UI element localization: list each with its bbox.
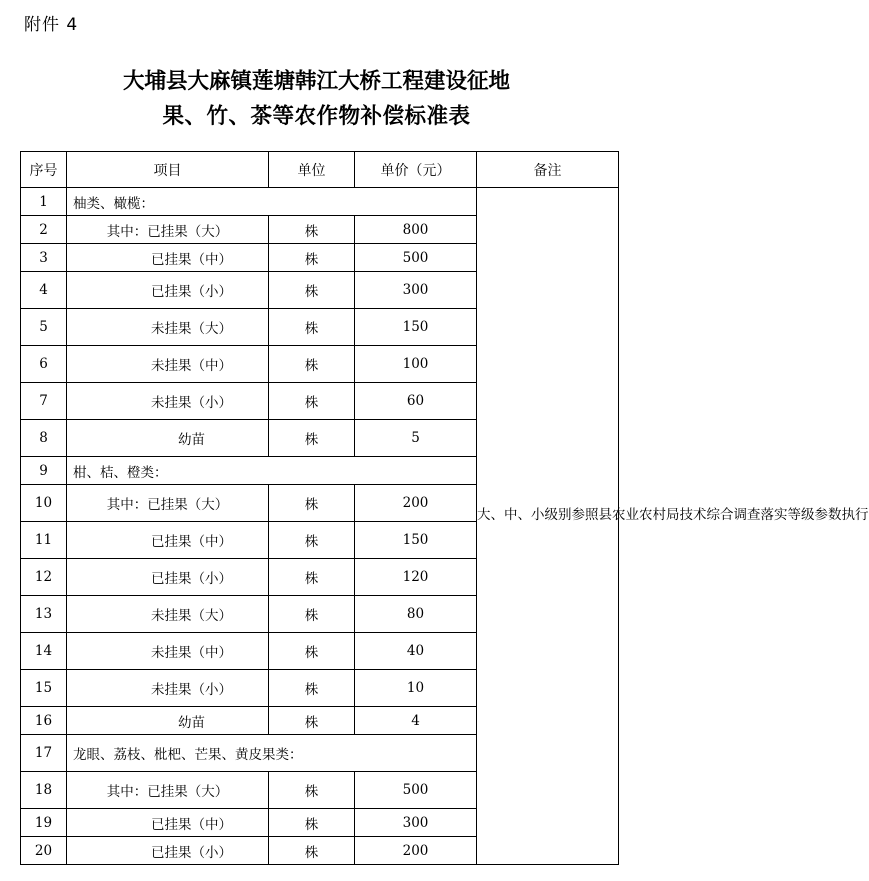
row-unit: 株 [269, 522, 355, 559]
document-title-line1: 大埔县大麻镇莲塘韩江大桥工程建设征地 [122, 69, 510, 94]
row-item: 已挂果（中） [67, 244, 269, 272]
row-item: 未挂果（中） [67, 346, 269, 383]
row-seq: 2 [21, 216, 67, 244]
row-unit: 株 [269, 216, 355, 244]
row-item: 未挂果（大） [67, 596, 269, 633]
header-seq: 序号 [21, 152, 67, 188]
row-item: 未挂果（大） [67, 309, 269, 346]
row-price: 500 [355, 772, 477, 809]
row-seq: 13 [21, 596, 67, 633]
row-category: 柑、桔、橙类： [67, 457, 477, 485]
compensation-table [20, 151, 869, 865]
row-price: 150 [355, 309, 477, 346]
row-seq: 16 [21, 707, 67, 735]
document-title-line2: 果、竹、茶等农作物补偿标准表 [162, 104, 471, 129]
row-unit: 株 [269, 309, 355, 346]
row-unit: 株 [269, 670, 355, 707]
table-row [21, 188, 619, 216]
row-seq: 18 [21, 772, 67, 809]
row-item: 已挂果（中） [67, 809, 269, 837]
row-unit: 株 [269, 420, 355, 457]
row-seq: 7 [21, 383, 67, 420]
row-seq: 14 [21, 633, 67, 670]
row-seq: 6 [21, 346, 67, 383]
row-unit: 株 [269, 559, 355, 596]
row-item: 其中：已挂果（大） [67, 485, 269, 522]
row-seq: 9 [21, 457, 67, 485]
row-item: 已挂果（小） [67, 837, 269, 865]
row-unit: 株 [269, 272, 355, 309]
attachment-label: 附件 4 [24, 15, 79, 35]
row-seq: 19 [21, 809, 67, 837]
header-note: 备注 [477, 152, 619, 188]
row-unit: 株 [269, 383, 355, 420]
row-seq: 3 [21, 244, 67, 272]
row-unit: 株 [269, 772, 355, 809]
row-seq: 20 [21, 837, 67, 865]
row-seq: 12 [21, 559, 67, 596]
row-item: 已挂果（小） [67, 559, 269, 596]
row-price: 120 [355, 559, 477, 596]
row-unit: 株 [269, 485, 355, 522]
row-seq: 4 [21, 272, 67, 309]
row-unit: 株 [269, 244, 355, 272]
row-item: 其中：已挂果（大） [67, 216, 269, 244]
row-unit: 株 [269, 346, 355, 383]
note-text: 大、中、小级别参照县农业农村局技术综合调查落实等级参数执行 [477, 507, 869, 523]
row-item: 其中：已挂果（大） [67, 772, 269, 809]
row-seq: 11 [21, 522, 67, 559]
row-unit: 株 [269, 633, 355, 670]
row-price: 60 [355, 383, 477, 420]
row-price: 200 [355, 837, 477, 865]
row-price: 800 [355, 216, 477, 244]
row-item: 未挂果（中） [67, 633, 269, 670]
row-price: 40 [355, 633, 477, 670]
row-unit: 株 [269, 809, 355, 837]
row-seq: 10 [21, 485, 67, 522]
row-unit: 株 [269, 596, 355, 633]
row-price: 300 [355, 272, 477, 309]
row-price: 300 [355, 809, 477, 837]
row-price: 200 [355, 485, 477, 522]
row-seq: 5 [21, 309, 67, 346]
row-price: 4 [355, 707, 477, 735]
row-price: 5 [355, 420, 477, 457]
note-cell [477, 188, 869, 865]
row-price: 100 [355, 346, 477, 383]
row-seq: 8 [21, 420, 67, 457]
row-unit: 株 [269, 837, 355, 865]
row-item: 已挂果（中） [67, 522, 269, 559]
row-category: 柚类、橄榄： [67, 188, 477, 216]
row-seq: 1 [21, 188, 67, 216]
header-unit: 单位 [269, 152, 355, 188]
row-category: 龙眼、荔枝、枇杷、芒果、黄皮果类： [67, 735, 477, 772]
row-item: 幼苗 [67, 707, 269, 735]
row-unit: 株 [269, 707, 355, 735]
row-item: 幼苗 [67, 420, 269, 457]
row-seq: 15 [21, 670, 67, 707]
row-item: 已挂果（小） [67, 272, 269, 309]
header-price: 单价（元） [355, 152, 477, 188]
row-item: 未挂果（小） [67, 670, 269, 707]
row-price: 150 [355, 522, 477, 559]
row-seq: 17 [21, 735, 67, 772]
row-item: 未挂果（小） [67, 383, 269, 420]
table-header-row [21, 152, 619, 188]
row-price: 80 [355, 596, 477, 633]
header-item: 项目 [67, 152, 269, 188]
row-price: 500 [355, 244, 477, 272]
row-price: 10 [355, 670, 477, 707]
